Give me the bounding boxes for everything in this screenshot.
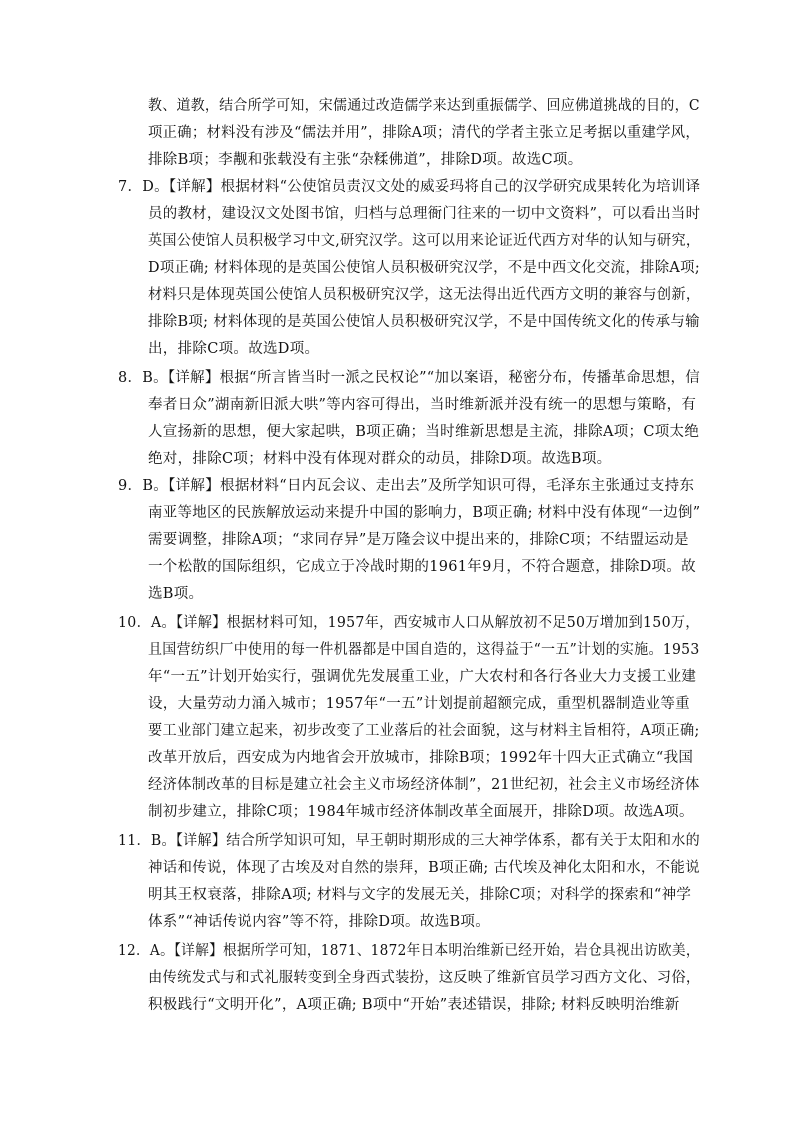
text-line: 积极践行“文明开化”，A项正确; B项中“开始”表述错误，排除; 材料反映明治维新 — [148, 997, 680, 1013]
text-line: 明其王权衰落，排除A项; 材料与文字的发展无关，排除C项；对科学的探索和“神学 — [148, 887, 692, 903]
text-line: 排除B项; 材料体现的是英国公使馆人员积极研究汉学，不是中国传统文化的传承与输 — [148, 314, 700, 330]
text-line: 需要调整，排除A项；“求同存异”是万隆会议中提出来的，排除C项；不结盟运动是 — [148, 532, 689, 548]
text-line: 奉者日众”湖南新旧派大哄”等内容可得出，当时维新派并没有统一的思想与策略，有 — [148, 397, 697, 413]
text-line: 南亚等地区的民族解放运动来提升中国的影响力，B项正确; 材料中没有体现“一边倒” — [148, 505, 701, 521]
text-line: 人宣扬新的思想，便大家起哄，B项正确；当时维新思想是主流，排除A项；C项太绝 — [148, 424, 700, 440]
text-line: 8．B。【详解】根据“所言皆当时一派之民权论”“加以案语，秘密分布，传播革命思想，信 — [118, 370, 700, 386]
text-line: 出，排除C项。故选D项。 — [148, 341, 320, 357]
text-line: 项正确；材料没有涉及“儒法并用”，排除A项；清代的学者主张立足考据以重建学风， — [148, 125, 701, 141]
text-line: 9．B。【详解】根据材料“日内瓦会议、走出去”及所学知识可得，毛泽东主张通过支持东 — [118, 478, 695, 494]
text-line: 11．B。【详解】结合所学知识可知，早王朝时期形成的三大神学体系，都有关于太阳和水的 — [118, 833, 700, 849]
text-line: 要工业部门建立起来，初步改变了工业落后的社会面貌，这与材料主旨相符，A项正确; — [148, 723, 700, 739]
text-line: 7．D。【详解】根据材料“公使馆员责汉文处的威妥玛将自己的汉学研究成果转化为培训译 — [118, 179, 701, 195]
text-line: 材料只是体现英国公使馆人员积极研究汉学，这无法得出近代西方文明的兼容与创新， — [148, 287, 701, 303]
text-line: 改革开放后，西安成为内地省会开放城市，排除B项；1992年十四大正式确立“我国 — [148, 750, 694, 766]
text-line: 体系”“神话传说内容”等不符，排除D项。故选B项。 — [148, 914, 491, 930]
text-line: 制初步建立，排除C项；1984年城市经济体制改革全面展开，排除D项。故选A项。 — [148, 804, 694, 820]
text-line: D项正确; 材料体现的是英国公使馆人员积极研究汉学，不是中西文化交流，排除A项; — [148, 260, 700, 276]
text-line: 绝对，排除C项；材料中没有体现对群众的动员，排除D项。故选B项。 — [148, 451, 612, 467]
text-line: 且国营纺织厂中使用的每一件机器都是中国自造的，这得益于“一五”计划的实施。1953 — [148, 642, 700, 658]
text-line: 经济体制改革的目标是建立社会主义市场经济体制”，21世纪初，社会主义市场经济体 — [148, 777, 700, 793]
text-line: 教、道教，结合所学可知，宋儒通过改造儒学来达到重振儒学、回应佛道挑战的目的，C — [148, 98, 700, 114]
text-line: 12．A。【详解】根据所学可知，1871、1872年日本明治维新已经开始，岩仓具视出访欧美， — [118, 943, 700, 959]
text-line: 英国公使馆人员积极学习中文,研究汉学。这可以用来论证近代西方对华的认知与研究， — [148, 233, 701, 249]
text-line: 一个松散的国际组织，它成立于冷战时期的1961年9月，不符合题意，排除D项。故 — [148, 559, 696, 575]
text-line: 排除B项；李觏和张载没有主张“杂糅佛道”，排除D项。故选C项。 — [148, 152, 583, 168]
text-line: 神话和传说，体现了古埃及对自然的崇拜，B项正确; 古代埃及神化太阳和水，不能说 — [148, 860, 700, 876]
text-line: 员的教材，建设汉文处图书馆，归档与总理衙门往来的一切中文资料”，可以看出当时 — [148, 206, 701, 222]
text-line: 10．A。【详解】根据材料可知，1957年，西安城市人口从解放初不足50万增加到150万， — [118, 615, 700, 631]
text-line: 年“一五”计划开始实行，强调优先发展重工业，广大农村和各行各业大力支援工业建 — [148, 669, 697, 685]
text-line: 选B项。 — [148, 586, 204, 602]
text-line: 由传统发式与和式礼服转变到全身西式装扮，这反映了维新官员学习西方文化、习俗， — [148, 970, 701, 986]
text-line: 设，大量劳动力涌入城市；1957年“一五”计划提前超额完成，重型机器制造业等重 — [148, 696, 690, 712]
